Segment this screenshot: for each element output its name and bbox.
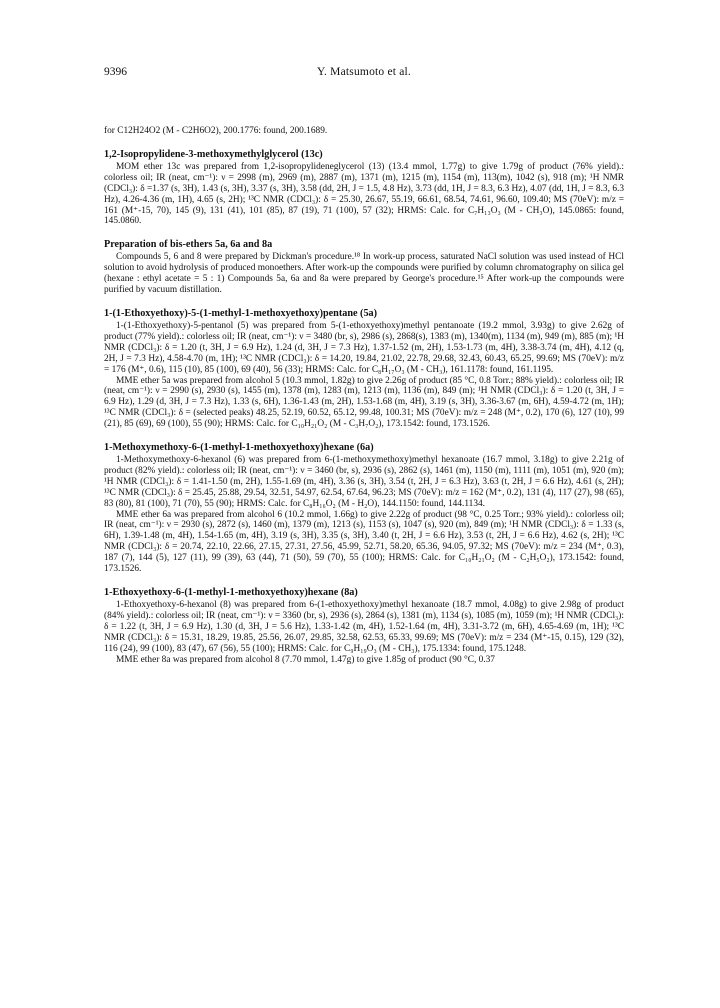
section-bis-ethers bbox=[104, 239, 624, 296]
paragraph: MME ether 6a was prepared from alcohol 6 (10.2 mmol, 1.66g) to give 2.22g of product (98 °C, 0.25 Torr.; 93% yield).: colorless oil; IR (neat, cm⁻¹): ν = 2930 (s), 2872 (s), 1460 (m), 1379 (m), 1213 (s), 1153 (s), 1047 (s), 920 (m), 849 (m); ¹H NMR (CDCl₃): δ = 1.33 (s, 6H), 1.39-1.48 (m, 4H), 1.54-1.65 (m, 4H), 3.19 (s, 3H), 3.35 (s, 3H), 3.40 (t, 2H, J = 6.6 Hz), 3.53 (t, 2H, J = 6.6 Hz), 4.62 (s, 2H); ¹³C NMR (CDCl₃): δ = 20.74, 22.10, 22.66, 27.15, 27.31, 27.56, 45.99, 52.71, 58.20, 65.36, 94.05, 97.32; MS (70eV): m/z = 234 (M⁺, 0.3), 187 (7), 144 (5), 127 (11), 99 (39), 63 (44), 71 (50), 59 (70), 55 (100); HRMS: Calc. for C₁₀H₂₁O₂ (M - C₂H₅O₂), 173.1542: found, 173.1526. bbox=[104, 509, 624, 575]
section-5a bbox=[104, 308, 624, 430]
paragraph: 1-Ethoxyethoxy-6-hexanol (8) was prepared from 6-(1-ethoxyethoxy)methyl hexanoate (18.7 mmol, 4.08g) to give 2.98g of product (84% yield).: colorless oil; IR (neat, cm⁻¹): ν = 3360 (br, s), 2936 (s), 2864 (s), 1381 (m), 1134 (s), 1085 (m), 1059 (m); ¹H NMR (CDCl₃): δ = 1.22 (t, 3H, J = 6.9 Hz), 1.30 (d, 3H, J = 5.6 Hz), 1.33-1.42 (m, 4H), 1.52-1.64 (m, 4H), 3.31-3.72 (m, 6H), 4.65-4.69 (m, 1H); ¹³C NMR (CDCl₃): δ = 15.31, 18.29, 19.85, 25.56, 26.07, 29.85, 32.58, 62.53, 65.33, 99.69; MS (70eV): m/z = 234 (M⁺-15, 0.15), 129 (32), 116 (24), 99 (100), 83 (47), 67 (56), 55 (100); HRMS: Calc. for C₉H₁₉O₃ (M - CH₃), 175.1334: found, 175.1248. bbox=[104, 600, 624, 654]
paragraph: MME ether 8a was prepared from alcohol 8 (7.70 mmol, 1.47g) to give 1.85g of product (90 °C, 0.37 bbox=[116, 654, 495, 665]
paragraph: 1-Methoxymethoxy-6-hexanol (6) was prepared from 6-(1-methoxymethoxy)methyl hexanoate (16.7 mmol, 3.18g) to give 2.21g of product (82% yield).: colorless oil; IR (neat, cm⁻¹): ν = 3460 (br, s), 2936 (s), 2862 (s), 1461 (m), 1150 (m), 1111 (m), 1051 (m), 920 (m); ¹H NMR (CDCl₃): δ = 1.41-1.50 (m, 2H), 1.55-1.69 (m, 4H), 3.36 (s, 3H), 3.54 (t, 2H, J = 6.3 Hz), 3.63 (t, 2H, J = 6.6 Hz), 4.61 (s, 2H); ¹³C NMR (CDCl₃): δ = 25.45, 25.88, 29.54, 32.51, 54.97, 62.54, 67.64, 96.23; MS (70eV): m/z = 162 (M⁺, 0.2), 131 (4), 117 (27), 98 (65), 83 (80), 81 (100), 71 (70), 55 (90); HRMS: Calc. for C₈H₁₆O₂ (M - H₂O), 144.1150: found, 144.1134. bbox=[104, 455, 624, 509]
page-header bbox=[104, 66, 624, 86]
section-13c bbox=[104, 149, 624, 227]
paragraph: MME ether 5a was prepared from alcohol 5 (10.3 mmol, 1.82g) to give 2.26g of product (85 °C, 0.8 Torr.; 88% yield).: colorless oil; IR (neat, cm⁻¹): ν = 2990 (s), 2930 (s), 1455 (m), 1378 (m), 1283 (m), 1213 (m), 1136 (m), 849 (m); ¹H NMR (CDCl₃): δ = 1.20 (t, 3H, J = 6.9 Hz), 1.29 (d, 3H, J = 7.3 Hz), 1.33 (s, 6H), 1.36-1.43 (m, 2H), 1.53-1.68 (m, 4H), 3.19 (s, 3H), 3.36-3.67 (m, 6H), 4.59-4.72 (m, 1H); ¹³C NMR (CDCl₃): δ = (selected peaks) 48.25, 52.19, 60.52, 65.12, 99.48, 100.31; MS (70eV): m/z = 248 (M⁺, 0.2), 170 (6), 127 (10), 99 (21), 85 (69), 69 (100), 55 (90); HRMS: Calc. for C₁₀H₂₁O₂ (M - C₃H₇O₂), 173.1542: found, 173.1526. bbox=[104, 375, 624, 430]
section-heading: Preparation of bis-ethers 5a, 6a and 8a bbox=[104, 239, 273, 251]
paragraph: MOM ether 13c was prepared from 1,2-isopropylideneglycerol (13) (13.4 mmol, 1.77g) to give 1.79g of product (76% yield).: colorless oil; IR (neat, cm⁻¹): ν = 2998 (m), 2969 (m), 2887 (m), 1371 (m), 1215 (m), 1154 (m), 113(m), 1042 (s), 918 (m); ¹H NMR (CDCl₃): δ =1.37 (s, 3H), 1.43 (s, 3H), 3.37 (s, 3H), 3.58 (dd, 2H, J = 1.5, 4.8 Hz), 3.73 (dd, 1H, J = 8.3, 6.3 Hz), 4.07 (dd, 1H, J = 8.3, 6.3 Hz), 4.26-4.36 (m, 1H), 4.65 (s, 2H); ¹³C NMR (CDCl₃): δ = 25.30, 26.67, 55.19, 66.61, 68.54, 74.61, 96.60, 109.40; MS (70eV): m/z = 161 (M⁺-15, 70), 145 (9), 131 (41), 101 (85), 87 (19), 71 (100), 57 (32); HRMS: Calc. for C₇H₁₃O₃ (M - CH₃O), 145.0865: found, 145.0860. bbox=[104, 161, 624, 227]
section-8a bbox=[104, 587, 624, 665]
section-heading: 1-Methoxymethoxy-6-(1-methyl-1-methoxyethoxy)hexane (6a) bbox=[104, 442, 374, 454]
running-head: Y. Matsumoto et al. bbox=[317, 66, 411, 78]
journal-page bbox=[104, 66, 624, 665]
article-body bbox=[104, 126, 624, 665]
paragraph: Compounds 5, 6 and 8 were prepared by Dickman's procedure.¹⁸ In work-up process, saturated NaCl solution was used instead of HCl solution to avoid hydrolysis of produced monoethers. After work-up the compounds were purified by column chromatography on silica gel (hexane : ethyl acetate = 5 : 1) Compounds 5a, 6a and 8a were prepared by George's procedure.¹⁵ After work-up the compounds were purified by vacuum distillation. bbox=[104, 252, 624, 296]
section-heading: 1-(1-Ethoxyethoxy)-5-(1-methyl-1-methoxyethoxy)pentane (5a) bbox=[104, 307, 378, 319]
section-heading: 1,2-Isopropylidene-3-methoxymethylglycerol (13c) bbox=[104, 148, 323, 160]
page-number: 9396 bbox=[104, 66, 127, 78]
continued-text: for C12H24O2 (M - C2H6O2), 200.1776: found, 200.1689. bbox=[104, 126, 328, 136]
section-heading: 1-Ethoxyethoxy-6-(1-methyl-1-methoxyethoxy)hexane (8a) bbox=[104, 587, 358, 598]
section-6a bbox=[104, 442, 624, 575]
paragraph: 1-(1-Ethoxyethoxy)-5-pentanol (5) was prepared from 5-(1-ethoxyethoxy)methyl pentanoate (19.2 mmol, 3.93g) to give 2.62g of product (77% yield).: colorless oil; IR (neat, cm⁻¹): ν = 3480 (br, s), 2986 (s), 2868(s), 1383 (m), 1340(m), 1134 (m), 949 (m), 885 (m); ¹H NMR (CDCl₃): δ = 1.20 (t, 3H, J = 6.9 Hz), 1.24 (d, 3H, J = 7.3 Hz), 1.37-1.52 (m, 2H), 1.53-1.73 (m, 4H), 3.38-3.74 (m, 4H), 4.12 (q, 2H, J = 7.3 Hz), 4.58-4.70 (m, 1H); ¹³C NMR (CDCl₃): δ = 14.20, 19.84, 21.02, 22.78, 29.68, 32.43, 60.43, 65.25, 99.69; MS (70eV): m/z = 176 (M⁺, 0.6), 115 (10), 85 (100), 69 (40), 56 (33); HRMS: Calc. for C₈H₁₇O₃ (M - CH₃), 161.1178: found, 161.1195. bbox=[104, 320, 624, 375]
